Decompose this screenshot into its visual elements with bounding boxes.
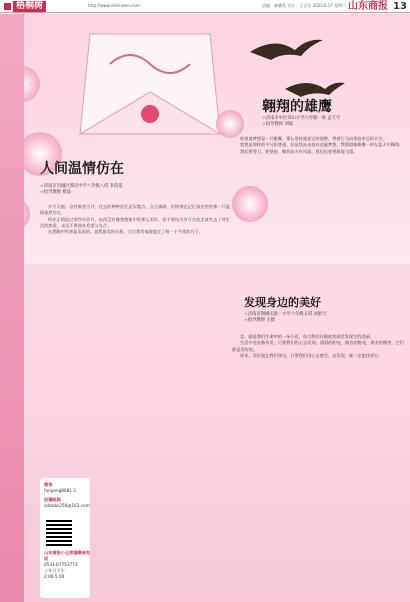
article-2-school: ☆济南市中区舜山小学六年级一班 孟天宇 [262, 116, 341, 121]
wechat-label: 微信 [44, 482, 53, 487]
article-1-author [40, 184, 123, 196]
article-2-body [232, 136, 404, 276]
hours-value: 2:00-5:00 [44, 574, 65, 579]
article-3-author [244, 312, 327, 324]
page-number: 13 [393, 1, 407, 12]
article-2-teacher: ☆指导教师 刘斌 [262, 122, 293, 127]
phone-info [44, 550, 92, 580]
contact-info [44, 482, 92, 509]
section-marker-icon [4, 3, 11, 10]
hours-label: 工作日下午 [44, 568, 65, 573]
article-2-paragraph: 我曾是那样的平凡和普通，但是我从未放弃追逐梦想。我渴望像雄鹰一样在蓝天中翱翔。 [240, 142, 404, 148]
article-2-paragraph: 我们要努力，要坚持，哪怕前方有风雨，我们也要勇敢地飞翔。 [240, 148, 358, 154]
article-1-title: 人间温情仿在 [40, 161, 124, 177]
article-2-author [262, 116, 340, 128]
article-3-title: 发现身边的美好 [244, 296, 321, 309]
email-label: 投稿邮箱 [44, 497, 61, 502]
email-address[interactable]: sdzwbs256@163.com [44, 503, 90, 508]
article-2-title: 翱翔的雄鹰 [262, 99, 332, 115]
article-3-paragraph: 原来，美好就在我们身边，只要我们用心去感受，去发现，就一定能找到它。 [240, 352, 383, 358]
article-1-teacher: ☆指导教师 褚晶 [40, 190, 71, 195]
section-badge [4, 0, 84, 13]
article-3-paragraph: 生活中处处都有美，只要我们用心去发现。清晨的阳光，路边的野花，朋友的微笑，它们都是美好的。 [232, 340, 404, 352]
qr-code-icon [46, 520, 72, 546]
article-1-school: ☆济南市历城区郭店中学八年级八班 李依依 [40, 184, 123, 189]
article-1-body [40, 204, 230, 474]
left-decoration-band [0, 14, 24, 602]
hotline-label: 山东商报小记者编辑部电话 [44, 550, 91, 561]
article-1-paragraph: 岁月无痕，自有痕迹可寻，过去的种种回忆是穿越点，点点滴滴，但铭刻在记忆深处里的那一片温情依然存在。 [40, 204, 230, 216]
article-3-teacher: ☆指导教师 王绮 [244, 318, 275, 323]
article-1-paragraph: 时光无情流过那些年岁月，东西没有像我想象中的那么美好，但不要因为岁月在流走就失去了对生活的热爱，永远不要放弃希望与光芒。 [40, 216, 230, 228]
site-url[interactable]: http://www.sdxinwen.com [88, 3, 140, 8]
paper-name: 山东商报 [348, 1, 388, 12]
article-3-school: ☆济南市钢城实验一小学六年级五班 刘舒天 [244, 312, 327, 317]
section-name: 梧桐树 [13, 1, 46, 12]
article-3-body [232, 334, 404, 594]
envelope-icon [80, 34, 220, 134]
hotline-phone: 0531-67753773 [44, 562, 78, 567]
article-3-paragraph: 美，就是我们生命中的一朵小花，每当我们仔细欣赏就会发现它的美丽。 [240, 334, 375, 339]
wechat-id: fanpeng8081 2 [44, 488, 76, 493]
article-2-paragraph: 如果说梦想是一只雄鹰，那么坚持就是它的翅膀，带着它飞向更高更远的天空。 [240, 136, 387, 141]
page-header [0, 0, 410, 13]
article-1-paragraph: 在我眼中世界是美丽的。是我最美的风景，它让我幸福地度过了每一个平常的日子。 [48, 229, 203, 235]
editor-date: 责编：韩鹏莉 设计：王含乐 2023.6.17 星期六 [262, 3, 347, 8]
